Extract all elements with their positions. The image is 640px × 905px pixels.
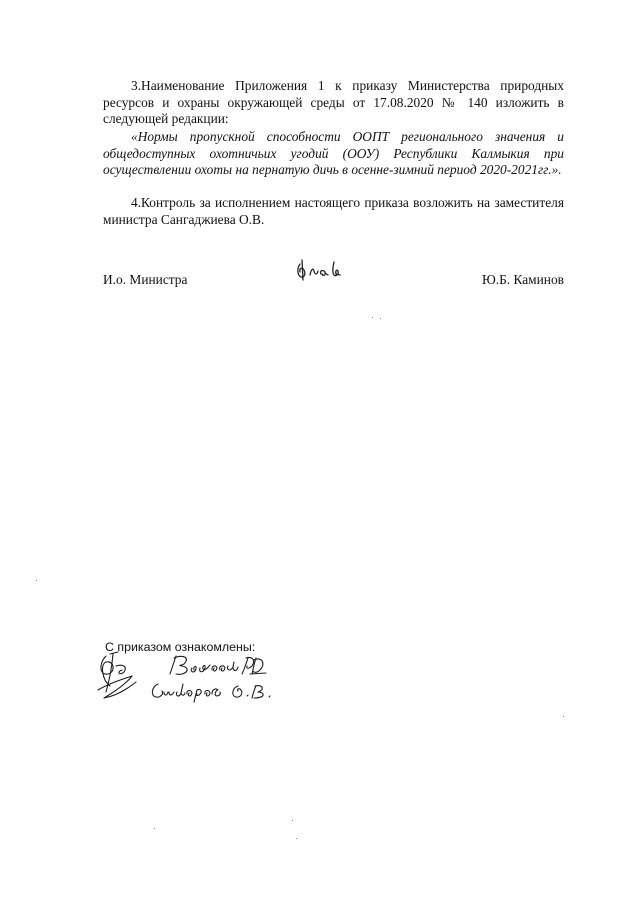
scan-speck: [292, 820, 293, 821]
appendix-title-quote: «Нормы пропускной способности ООПТ регионального значения и общедоступных охотничьих угодий (ООУ) Республики Калмыкия при осуществлении охоты на пернатую дичь в осенне-зимний период 2020-2021гг.».: [103, 129, 564, 177]
signatory-name: Ю.Б. Каминов: [481, 272, 564, 287]
acknowledgement-label: С приказом ознакомлены:: [105, 640, 256, 654]
minister-signature: [294, 256, 358, 284]
scan-speck: [36, 580, 37, 581]
scan-speck: [296, 838, 297, 839]
scan-speck: [372, 317, 373, 318]
paragraph-3: 3.Наименование Приложения 1 к приказу Министерства природных ресурсов и охраны окружающей среды от 17.08.2020 № 140 изложить в следующей редакции:: [103, 78, 564, 126]
acknowledgement-signatures: [88, 646, 298, 708]
paragraph-4: 4.Контроль за исполнением настоящего приказа возложить на заместителя министра Сангаджиева О.В.: [103, 195, 564, 227]
scan-speck: [380, 318, 381, 319]
scan-speck: [563, 716, 564, 717]
signatory-role: И.о. Министра: [103, 272, 188, 287]
scan-speck: [154, 828, 155, 829]
